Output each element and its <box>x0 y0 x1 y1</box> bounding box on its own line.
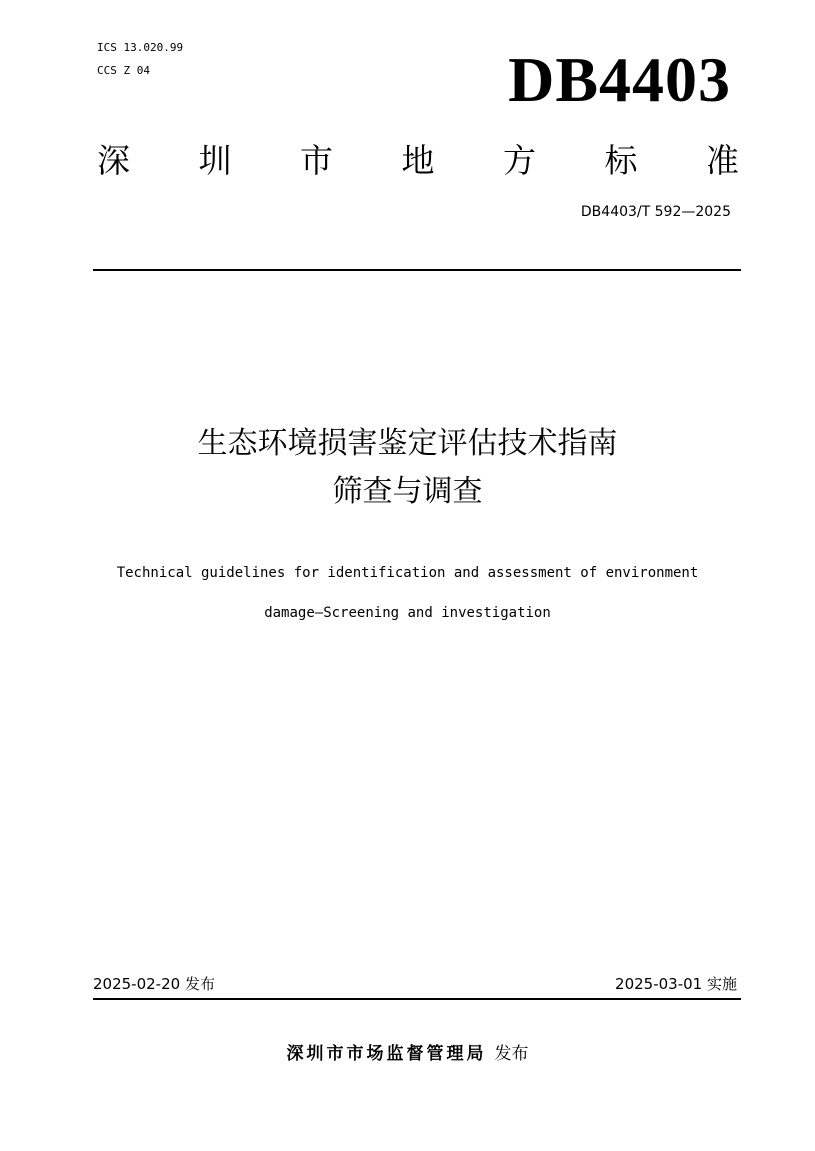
standard-type-char: 方 <box>503 140 536 180</box>
standard-type-char: 深 <box>97 140 130 180</box>
ccs-code: CCS Z 04 <box>97 64 150 77</box>
english-title <box>0 556 815 630</box>
footer-divider <box>93 998 741 1000</box>
chinese-title <box>0 420 815 516</box>
ics-code: ICS 13.020.99 <box>97 41 184 54</box>
standard-code: DB4403 <box>508 44 731 115</box>
standard-type <box>97 134 739 182</box>
standard-type-char: 圳 <box>198 140 232 180</box>
chinese-title-line-2: 筛查与调查 <box>332 474 483 509</box>
standard-type-char: 地 <box>401 140 435 180</box>
english-title-line-2: damage—Screening and investigation <box>264 605 551 621</box>
issuer <box>0 1041 815 1067</box>
standard-type-char: 准 <box>706 140 739 180</box>
issuing-action: 发布 <box>494 1044 529 1064</box>
implementation-date: 2025-03-01 实施 <box>615 975 737 993</box>
header-divider <box>93 269 741 271</box>
english-title-line-1: Technical guidelines for identification and assessment of environment <box>116 565 699 581</box>
publish-date: 2025-02-20 发布 <box>93 975 215 993</box>
standard-type-char: 市 <box>300 140 333 180</box>
standard-type-char: 标 <box>604 140 638 180</box>
chinese-title-line-1: 生态环境损害鉴定评估技术指南 <box>197 426 618 461</box>
standard-number: DB4403/T 592—2025 <box>580 204 731 220</box>
issuing-organization: 深圳市市场监督管理局 <box>286 1044 487 1064</box>
